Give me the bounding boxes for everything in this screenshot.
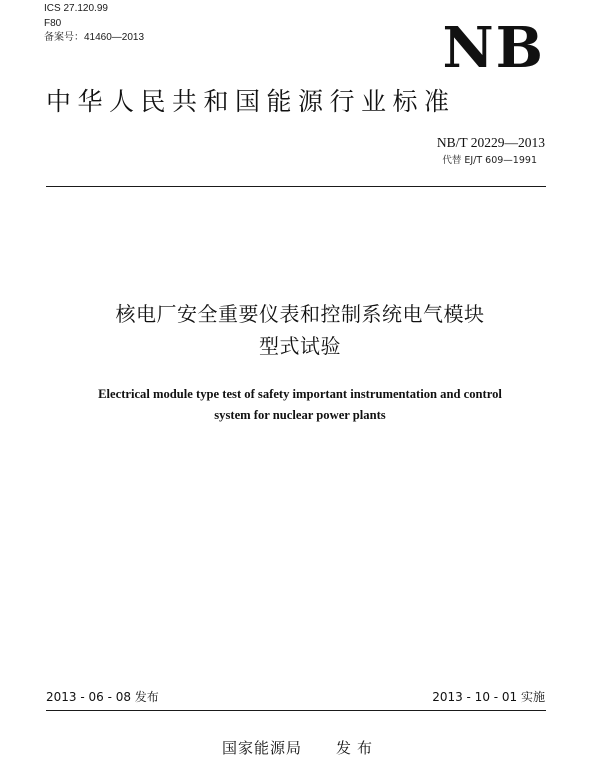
footer-divider [46, 710, 546, 711]
industry-standard-title: 中华人民共和国能源行业标准 [46, 87, 456, 116]
nb-logo: NB [442, 15, 545, 81]
header-divider [46, 186, 546, 187]
filing-number: 备案号：41460—2013 [44, 32, 145, 43]
chinese-document-title [40, 298, 560, 362]
ccs-code: F80 [44, 17, 62, 29]
standard-number: NB/T 20229—2013 [436, 135, 545, 150]
issue-action: 发布 [336, 739, 379, 757]
english-title-line-2: system for nuclear power plants [214, 408, 386, 422]
replaces-standard: 代替 EJ/T 609—1991 [442, 155, 537, 166]
issuer-line [60, 737, 540, 759]
issue-date: 2013 - 06 - 08 发布 [46, 690, 159, 704]
ics-code: ICS 27.120.99 [44, 3, 108, 14]
english-title-line-1: Electrical module type test of safety important instrumentation and control [98, 387, 502, 401]
chinese-title-line-2: 型式试验 [259, 334, 341, 358]
classification-block [44, 2, 144, 46]
implementation-date: 2013 - 10 - 01 实施 [432, 690, 545, 704]
english-document-title [30, 384, 570, 426]
chinese-title-line-1: 核电厂安全重要仪表和控制系统电气模块 [115, 302, 485, 326]
issuing-organization: 国家能源局 [221, 739, 302, 757]
